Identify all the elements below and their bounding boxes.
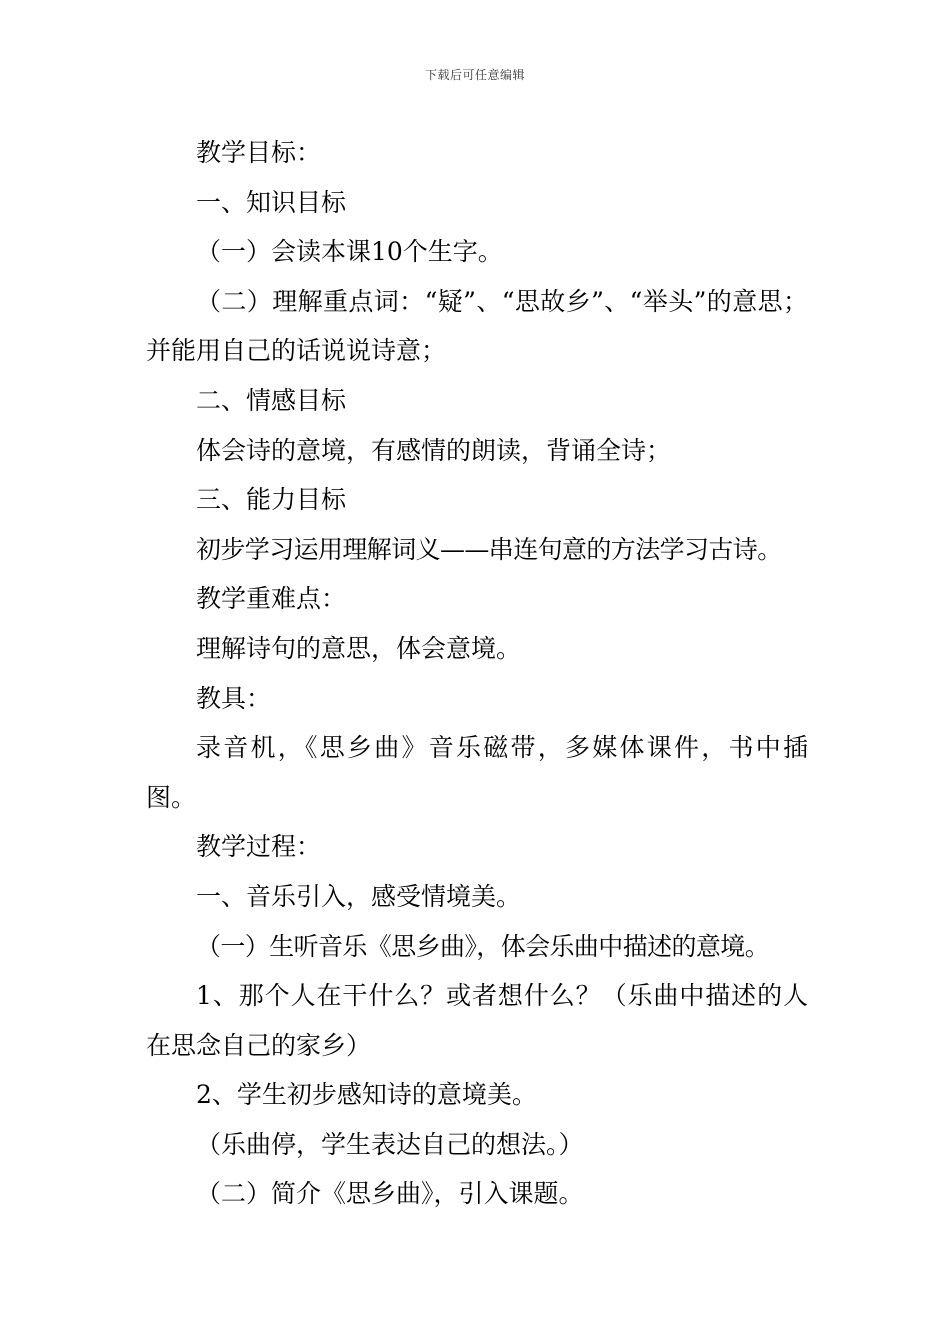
section-heading-teaching-process: 教学过程： bbox=[196, 832, 322, 862]
document-body bbox=[146, 128, 808, 1219]
paragraph: （二）简介《思乡曲》，引入课题。 bbox=[196, 1179, 584, 1209]
paragraph: 体会诗的意境，有感情的朗读，背诵全诗； bbox=[196, 435, 672, 465]
paragraph: 初步学习运用理解词义——串连句意的方法学习古诗。 bbox=[196, 534, 782, 564]
subheading-emotion-goals: 二、情感目标 bbox=[196, 385, 347, 415]
section-heading-key-points: 教学重难点： bbox=[196, 584, 347, 614]
subheading-knowledge-goals: 一、知识目标 bbox=[196, 187, 347, 217]
paragraph: （一）会读本课10个生字。 bbox=[196, 237, 503, 267]
paragraph: 录音机，《思乡曲》音乐磁带，多媒体课件，书中插图。 bbox=[146, 733, 808, 812]
paragraph: 2、学生初步感知诗的意境美。 bbox=[196, 1080, 537, 1110]
section-heading-teaching-aids: 教具： bbox=[196, 683, 272, 713]
paragraph: 1、那个人在干什么？或者想什么？（乐曲中描述的人在思念自己的家乡） bbox=[146, 981, 808, 1060]
section-heading-teaching-goals: 教学目标： bbox=[196, 138, 322, 167]
page-header: 下载后可任意编辑 bbox=[424, 68, 525, 82]
subheading-music-intro: 一、音乐引入，感受情境美。 bbox=[196, 881, 522, 911]
paragraph: （一）生听音乐《思乡曲》，体会乐曲中描述的意境。 bbox=[196, 931, 770, 961]
subheading-ability-goals: 三、能力目标 bbox=[196, 485, 347, 515]
paragraph: 理解诗句的意思，体会意境。 bbox=[196, 633, 522, 663]
paragraph: （乐曲停，学生表达自己的想法。） bbox=[196, 1129, 584, 1159]
paragraph: （二）理解重点词：“疑”、“思故乡”、“举头”的意思；并能用自己的话说说诗意； bbox=[146, 286, 808, 366]
